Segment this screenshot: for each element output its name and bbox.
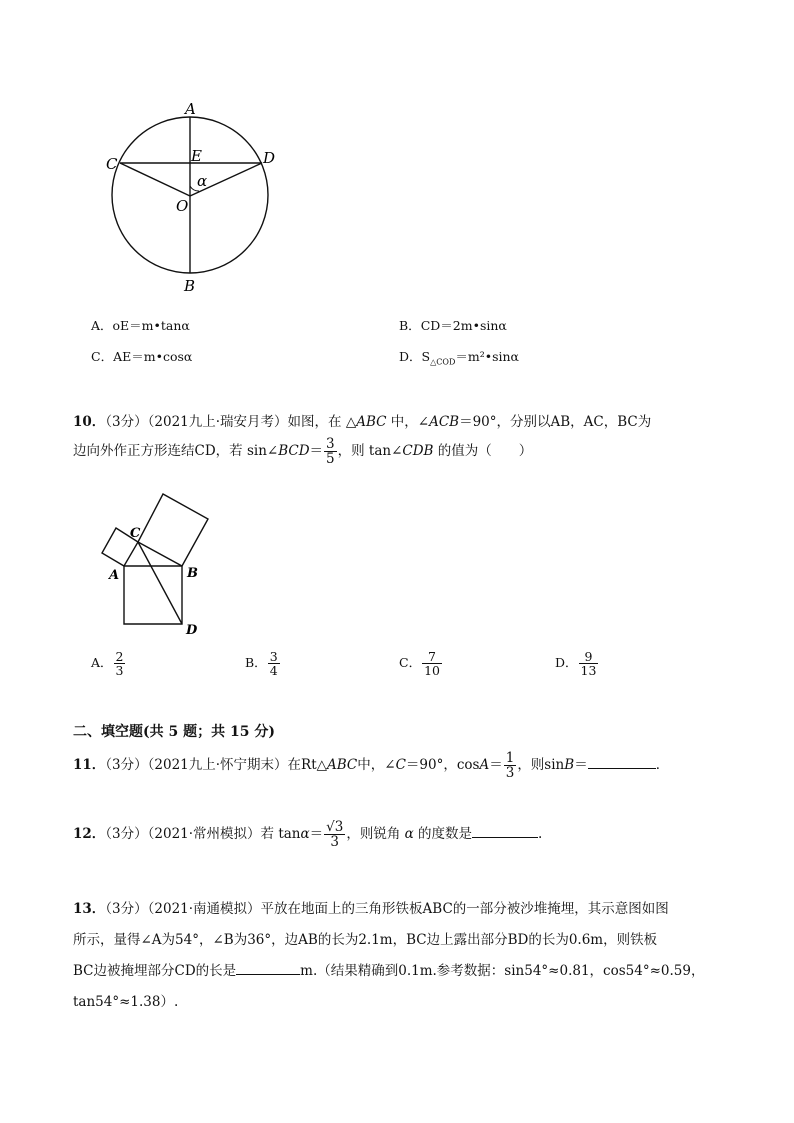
option-text-sub: △COD — [430, 357, 456, 367]
option-letter: A． — [91, 318, 113, 333]
option-fraction — [579, 650, 599, 677]
label-b: B — [187, 566, 198, 581]
fraction-numerator: √3 — [326, 819, 344, 835]
q13-text-3b: m.（结果精确到0.1m.参考数据：sin54°≈0.81，cos54°≈0.59， — [300, 963, 705, 979]
q10-text-a: （3分）（2021九上·瑞安月考）如图，在 △ — [105, 414, 357, 430]
answer-blank[interactable] — [588, 756, 656, 769]
q12-text-b: ＝ — [309, 826, 324, 843]
option-fraction — [268, 650, 280, 677]
label-a: A — [185, 100, 196, 118]
q9-option-d[interactable] — [399, 347, 519, 367]
option-text-s: S — [421, 349, 431, 364]
option-fraction — [422, 650, 442, 677]
square-on-ab — [124, 566, 182, 624]
q11-text-b: 中，∠ — [357, 757, 396, 774]
q10-eq: ＝ — [309, 443, 324, 460]
q11-fraction — [504, 751, 517, 780]
fraction-denominator: 3 — [115, 663, 124, 679]
fraction-denominator: 10 — [424, 663, 440, 679]
q10-text-c: ＝90°，分别以AB，AC，BC为 — [459, 414, 652, 430]
q10-var-abc: ABC — [356, 414, 387, 430]
q12-end: . — [538, 826, 543, 843]
label-b: B — [184, 277, 196, 295]
option-letter: D． — [399, 349, 422, 364]
label-a: A — [109, 568, 120, 583]
q9-circle-figure — [100, 100, 280, 300]
q10-text-b: 中，∠ — [386, 414, 430, 430]
option-text: AE＝m•cosα — [113, 349, 193, 364]
fraction-denominator: 3 — [330, 834, 340, 851]
question-number: 10． — [73, 414, 106, 430]
question-number: 11． — [73, 757, 106, 774]
q11-text-c: ＝90°，cos — [405, 757, 480, 774]
q13-line3 — [73, 959, 704, 979]
q12-var-alpha: α — [300, 826, 310, 843]
fraction-numerator: 2 — [115, 649, 124, 664]
q12-line — [73, 820, 542, 849]
q11-var-b: B — [564, 757, 575, 774]
answer-blank[interactable] — [472, 825, 538, 838]
q11-var-abc: ABC — [327, 757, 358, 774]
q10-line2 — [73, 437, 532, 466]
square-on-bc — [138, 494, 208, 566]
q9-option-a[interactable] — [91, 316, 190, 334]
radius-oc — [120, 163, 190, 196]
q10-text-f: 的值为（ ） — [433, 443, 533, 460]
fraction-numerator: 3 — [269, 649, 278, 664]
label-e: E — [191, 147, 202, 165]
q11-line — [73, 751, 669, 780]
option-text: oE＝m•tanα — [112, 318, 190, 333]
fraction-denominator: 3 — [505, 765, 515, 782]
q12-text-c: ，则锐角 — [346, 826, 405, 843]
q11-text-a: （3分）（2021九上·怀宁期末）在Rt△ — [105, 757, 328, 774]
fraction-denominator: 4 — [269, 663, 278, 679]
q12-fraction — [324, 820, 345, 849]
q13-text-1: （3分）（2021·南通模拟）平放在地面上的三角形铁板ABC的一部分被沙堆掩埋，其示意图如图 — [105, 901, 669, 917]
q10-var-bcd: BCD — [278, 443, 310, 460]
option-letter: A． — [91, 655, 113, 671]
option-text-rest: ＝m²•sinα — [455, 349, 520, 364]
option-text: CD＝2m•sinα — [420, 318, 507, 333]
q9-option-c[interactable] — [91, 347, 192, 365]
q12-var-alpha-2: α — [404, 826, 414, 843]
fraction-numerator: 9 — [579, 650, 599, 664]
q13-text-3a: BC边被掩埋部分CD的长是 — [73, 963, 237, 979]
q10-text-e: ，则 tan∠ — [337, 443, 403, 460]
answer-blank[interactable] — [236, 962, 300, 975]
question-number: 13． — [73, 901, 106, 917]
q10-option-b[interactable] — [245, 650, 281, 677]
q11-var-c: C — [395, 757, 406, 774]
q10-text-d: 边向外作正方形连结CD，若 sin∠ — [73, 443, 279, 460]
q10-squares-figure — [95, 485, 220, 637]
q12-text-d: 的度数是 — [413, 826, 473, 843]
option-letter: D． — [555, 655, 578, 671]
fraction-numerator: 1 — [505, 750, 515, 766]
q9-option-b[interactable] — [399, 316, 507, 334]
option-letter: C． — [399, 655, 422, 671]
fraction-numerator: 7 — [422, 650, 442, 664]
q11-var-a: A — [479, 757, 490, 774]
q10-var-cdb: CDB — [402, 443, 434, 460]
label-c: C — [130, 526, 141, 541]
q11-text-e: ，则sin — [517, 757, 565, 774]
fraction-numerator: 3 — [326, 436, 335, 452]
option-letter: C． — [91, 349, 114, 364]
label-c: C — [106, 155, 118, 173]
label-d: D — [186, 623, 198, 637]
section-title: 二、填空题(共 5 题；共 15 分) — [73, 724, 275, 740]
option-letter: B． — [245, 655, 267, 671]
label-o: O — [176, 197, 189, 215]
fraction-denominator: 13 — [580, 663, 597, 679]
q10-fraction — [324, 437, 337, 466]
q12-text-a: （3分）（2021·常州模拟）若 tan — [105, 826, 301, 843]
q10-option-c[interactable] — [399, 650, 443, 677]
option-letter: B． — [399, 318, 421, 333]
q13-line2: 所示，量得∠A为54°，∠B为36°，边AB的长为2.1m，BC边上露出部分BD的长为0.6m，则铁板 — [73, 932, 658, 948]
q11-end: ． — [655, 757, 670, 774]
q11-text-d: ＝ — [489, 757, 503, 774]
q11-text-f: ＝ — [574, 757, 588, 774]
label-d: D — [263, 149, 276, 167]
q10-var-acb: ACB — [429, 414, 460, 430]
option-fraction — [114, 650, 126, 677]
fraction-denominator: 5 — [326, 451, 335, 468]
q10-option-d[interactable] — [555, 650, 599, 677]
question-number: 12． — [73, 826, 106, 843]
q13-line1 — [73, 897, 669, 917]
q10-option-a[interactable] — [91, 650, 126, 677]
q13-line4: tan54°≈1.38）. — [73, 994, 179, 1010]
label-alpha: α — [197, 172, 208, 190]
q10-line1 — [73, 410, 651, 430]
